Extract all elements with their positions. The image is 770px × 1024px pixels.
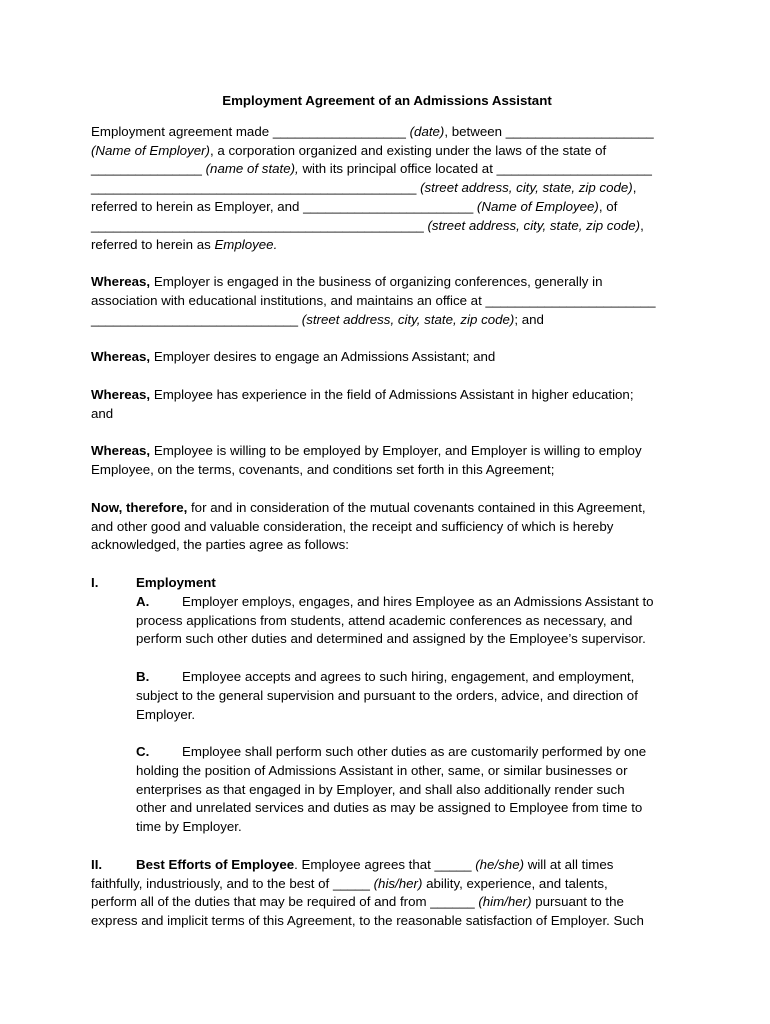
whereas-paragraph — [91, 386, 683, 424]
text: Employee is willing to be employed by Employer, and Employer is willing to employ — [150, 443, 642, 459]
text: , between ____________________ — [444, 123, 654, 139]
text: . Employee agrees that _____ — [294, 856, 476, 872]
document-title: Employment Agreement of an Admissions Assistant — [222, 93, 552, 108]
whereas-paragraph — [91, 348, 683, 367]
text: Employee accepts and agrees to such hiring, engagement, and employment, — [182, 668, 635, 684]
whereas-paragraph — [91, 273, 683, 329]
text: will at all times — [524, 856, 614, 872]
preamble-paragraph — [91, 123, 683, 255]
text: perform all of the duties that may be required of and from ______ — [91, 894, 479, 910]
placeholder-pronoun: (him/her) — [478, 894, 532, 910]
text: ____________________________________________ — [91, 180, 421, 196]
placeholder-state: (name of state), — [205, 161, 299, 177]
now-line: and other good and valuable consideration, the receipt and sufficiency of which is hereby — [91, 518, 614, 534]
subsection-letter: C. — [136, 744, 150, 760]
section-best-efforts — [91, 856, 683, 931]
placeholder-employer: (Name of Employer) — [91, 142, 210, 158]
section-line: express and implicit terms of this Agreement, to the reasonable satisfaction of Employer. Such — [91, 913, 644, 929]
subsection-a — [91, 593, 683, 649]
section-employment — [91, 574, 683, 837]
placeholder-date: (date) — [409, 123, 445, 139]
text: , — [632, 180, 637, 196]
whereas-paragraph — [91, 442, 683, 480]
subsection-b — [91, 668, 683, 724]
whereas-label: Whereas, — [91, 443, 151, 459]
section-title: Employment — [136, 574, 216, 590]
text: referred to herein as — [91, 236, 215, 252]
section-number: I. — [91, 574, 99, 590]
subsection-line — [136, 743, 683, 762]
preamble-line — [91, 142, 683, 161]
preamble-line — [91, 123, 683, 142]
text: faithfully, industriously, and to the best of _____ — [91, 875, 374, 891]
preamble-line — [91, 160, 683, 179]
text: Employer employs, engages, and hires Employee as an Admissions Assistant to — [182, 593, 654, 609]
now-line — [91, 499, 683, 518]
whereas-label: Whereas, — [91, 386, 151, 402]
whereas-line — [91, 348, 683, 367]
text: _____________________________________________ — [91, 217, 428, 233]
subsection-line: enterprises as that engaged in by Employer, and shall also additionally render such — [136, 781, 625, 797]
placeholder-pronoun: (his/her) — [373, 875, 423, 891]
preamble-line — [91, 198, 683, 217]
section-line — [91, 875, 683, 894]
text: _______________ — [91, 161, 206, 177]
document-page — [91, 92, 683, 931]
whereas-label: Whereas, — [91, 349, 151, 365]
whereas-line — [91, 273, 683, 292]
whereas-line: and — [91, 405, 114, 421]
preamble-line — [91, 217, 683, 236]
section-heading — [91, 574, 683, 593]
now-therefore-label: Now, therefore, — [91, 499, 188, 515]
text: ability, experience, and talents, — [422, 875, 608, 891]
placeholder-employee: (Name of Employee) — [476, 198, 599, 214]
subsection-letter: B. — [136, 668, 150, 684]
subsection-line: time by Employer. — [136, 819, 242, 835]
section-number: II. — [91, 856, 103, 872]
text: Employee has experience in the field of Admissions Assistant in higher education; — [150, 386, 634, 402]
text: Employer desires to engage an Admissions Assistant; and — [150, 349, 496, 365]
text: for and in consideration of the mutual covenants contained in this Agreement, — [187, 499, 646, 515]
text: ____________________________ — [91, 311, 302, 327]
preamble-line — [91, 179, 683, 198]
section-line — [91, 856, 683, 875]
section-title: Best Efforts of Employee — [136, 856, 295, 872]
subsection-line — [136, 593, 683, 612]
whereas-line — [91, 386, 683, 405]
subsection-line: subject to the general supervision and pursuant to the orders, advice, and direction of — [136, 687, 638, 703]
whereas-line: association with educational institutions, and maintains an office at _______________________ — [91, 292, 656, 308]
placeholder-address: (street address, city, state, zip code) — [301, 311, 515, 327]
preamble-line — [91, 236, 683, 255]
text: Employer is engaged in the business of organizing conferences, generally in — [150, 274, 603, 290]
subsection-letter: A. — [136, 593, 150, 609]
text: referred to herein as Employer, and _______________________ — [91, 198, 477, 214]
text: pursuant to the — [531, 894, 624, 910]
subsection-c — [91, 743, 683, 837]
whereas-line — [91, 442, 683, 461]
subsection-line: holding the position of Admissions Assistant in other, same, or similar businesses or — [136, 762, 628, 778]
subsection-line: process applications from students, attend academic conferences as necessary, and — [136, 612, 633, 628]
text: ; and — [514, 311, 544, 327]
subsection-line: Employer. — [136, 706, 196, 722]
subsection-line: other and unrelated services and duties as may be assigned to Employee from time to — [136, 800, 643, 816]
text: with its principal office located at _____________________ — [298, 161, 652, 177]
now-line: acknowledged, the parties agree as follows: — [91, 537, 349, 553]
placeholder-address: (street address, city, state, zip code) — [427, 217, 641, 233]
text: , of — [598, 198, 618, 214]
text-employee: Employee. — [214, 236, 278, 252]
whereas-line: Employee, on the terms, covenants, and conditions set forth in this Agreement; — [91, 462, 555, 478]
text: , — [640, 217, 644, 233]
whereas-line — [91, 311, 683, 330]
text: Employee shall perform such other duties as are customarily performed by one — [182, 744, 647, 760]
text: Employment agreement made __________________ — [91, 123, 410, 139]
whereas-label: Whereas, — [91, 274, 151, 290]
subsection-line — [136, 668, 683, 687]
subsection-line: perform such other duties and determined and assigned by the Employee’s supervisor. — [136, 631, 646, 647]
placeholder-address: (street address, city, state, zip code) — [420, 180, 633, 196]
placeholder-pronoun: (he/she) — [475, 856, 525, 872]
text: , a corporation organized and existing under the laws of the state of — [209, 142, 607, 158]
section-line — [91, 893, 683, 912]
now-therefore-paragraph — [91, 499, 683, 555]
